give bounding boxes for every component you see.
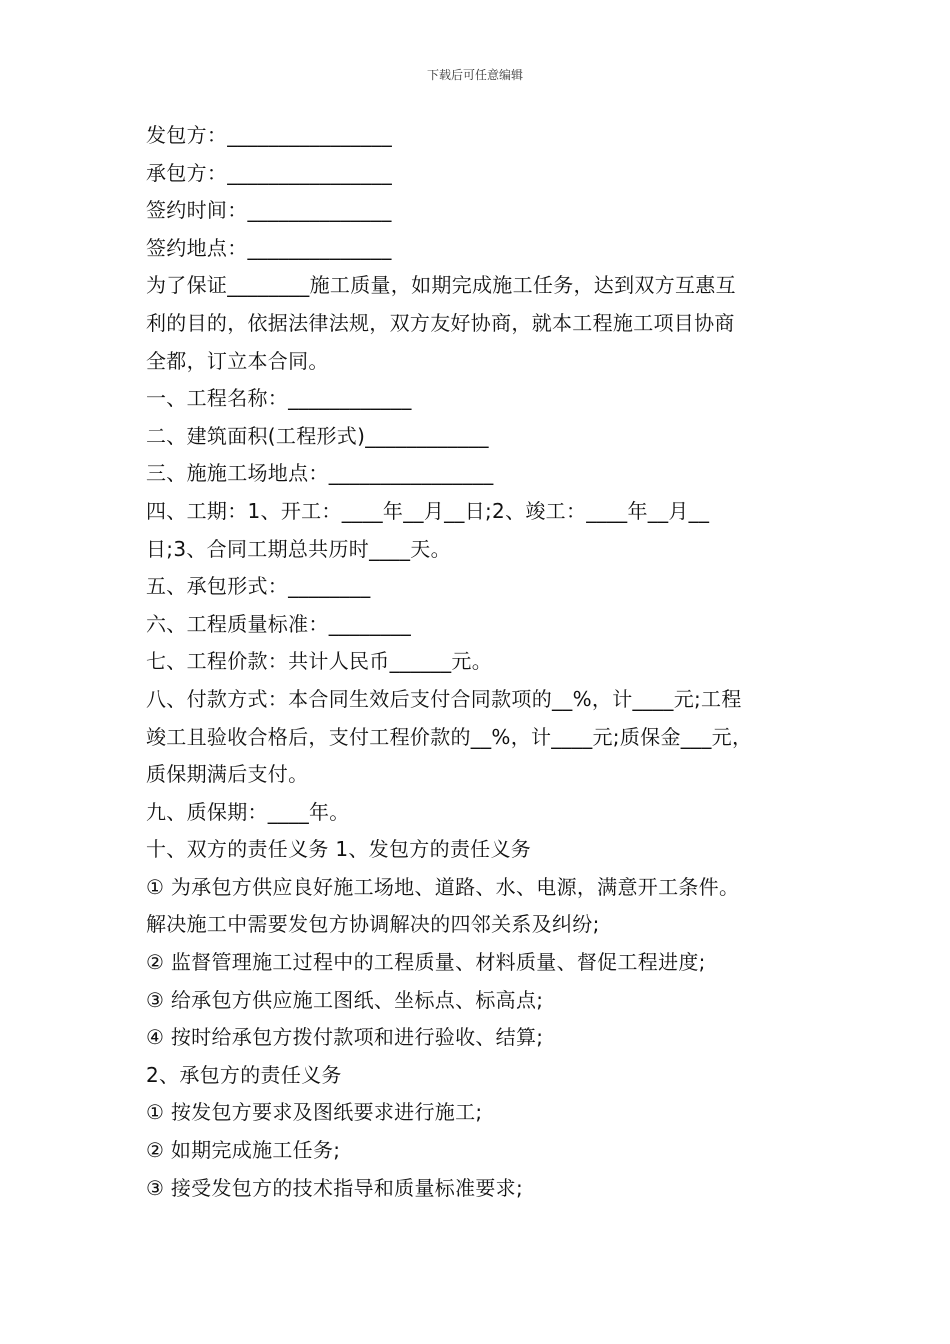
clause-7-price: 七、工程价款：共计人民币______元。 bbox=[146, 649, 492, 674]
contractor-duty-2: ② 如期完成施工任务; bbox=[146, 1138, 341, 1163]
page-header-note: 下载后可任意编辑 bbox=[426, 68, 523, 82]
issuer-duty-1-line-2: 解决施工中需要发包方协调解决的四邻关系及纠纷; bbox=[146, 912, 600, 937]
clause-3-site: 三、施施工场地点：________________ bbox=[146, 461, 494, 486]
signing-time-line: 签约时间：______________ bbox=[146, 198, 392, 223]
clause-4-schedule-line-2: 日;3、合同工期总共历时____天。 bbox=[146, 536, 451, 561]
preamble-line-2: 利的目的，依据法律法规，双方友好协商，就本工程施工项目协商 bbox=[146, 310, 735, 335]
contractor-issuer-line: 发包方：________________ bbox=[146, 123, 392, 147]
clause-8-payment-line-2: 竣工且验收合格后，支付工程价款的__%，计____元;质保金___元， bbox=[146, 724, 753, 749]
clause-2-building-area: 二、建筑面积(工程形式)____________ bbox=[146, 423, 489, 448]
issuer-duty-1-line-1: ① 为承包方供应良好施工场地、道路、水、电源，满意开工条件。 bbox=[146, 874, 740, 899]
contract-body bbox=[146, 117, 810, 1207]
contractor-duty-1: ① 按发包方要求及图纸要求进行施工; bbox=[146, 1100, 483, 1125]
contractor-duty-3: ③ 接受发包方的技术指导和质量标准要求; bbox=[146, 1175, 524, 1200]
clause-1-project-name: 一、工程名称：____________ bbox=[146, 386, 412, 411]
contractor-duty-heading: 2、承包方的责任义务 bbox=[146, 1062, 342, 1087]
issuer-duty-4: ④ 按时给承包方拨付款项和进行验收、结算; bbox=[146, 1025, 544, 1050]
clause-10-heading: 十、双方的责任义务 1、发包方的责任义务 bbox=[146, 837, 532, 862]
clause-5-contract-form: 五、承包形式：________ bbox=[146, 574, 371, 599]
clause-9-warranty: 九、质保期：____年。 bbox=[146, 799, 350, 824]
clause-6-quality-standard: 六、工程质量标准：________ bbox=[146, 611, 412, 636]
preamble-line-3: 全都，订立本合同。 bbox=[146, 348, 329, 373]
contractor-line: 承包方：________________ bbox=[146, 160, 392, 185]
clause-8-payment-line-1: 八、付款方式：本合同生效后支付合同款项的__%，计____元;工程 bbox=[146, 686, 742, 711]
issuer-duty-3: ③ 给承包方供应施工图纸、坐标点、标高点; bbox=[146, 987, 544, 1012]
issuer-duty-2: ② 监督管理施工过程中的工程质量、材料质量、督促工程进度; bbox=[146, 950, 706, 975]
clause-4-schedule-line-1: 四、工期：1、开工：____年__月__日;2、竣工：____年__月__ bbox=[146, 498, 710, 523]
signing-place-line: 签约地点：______________ bbox=[146, 235, 392, 260]
preamble-line-1: 为了保证________施工质量，如期完成施工任务，达到双方互惠互 bbox=[146, 273, 736, 298]
clause-8-payment-line-3: 质保期满后支付。 bbox=[146, 762, 309, 787]
